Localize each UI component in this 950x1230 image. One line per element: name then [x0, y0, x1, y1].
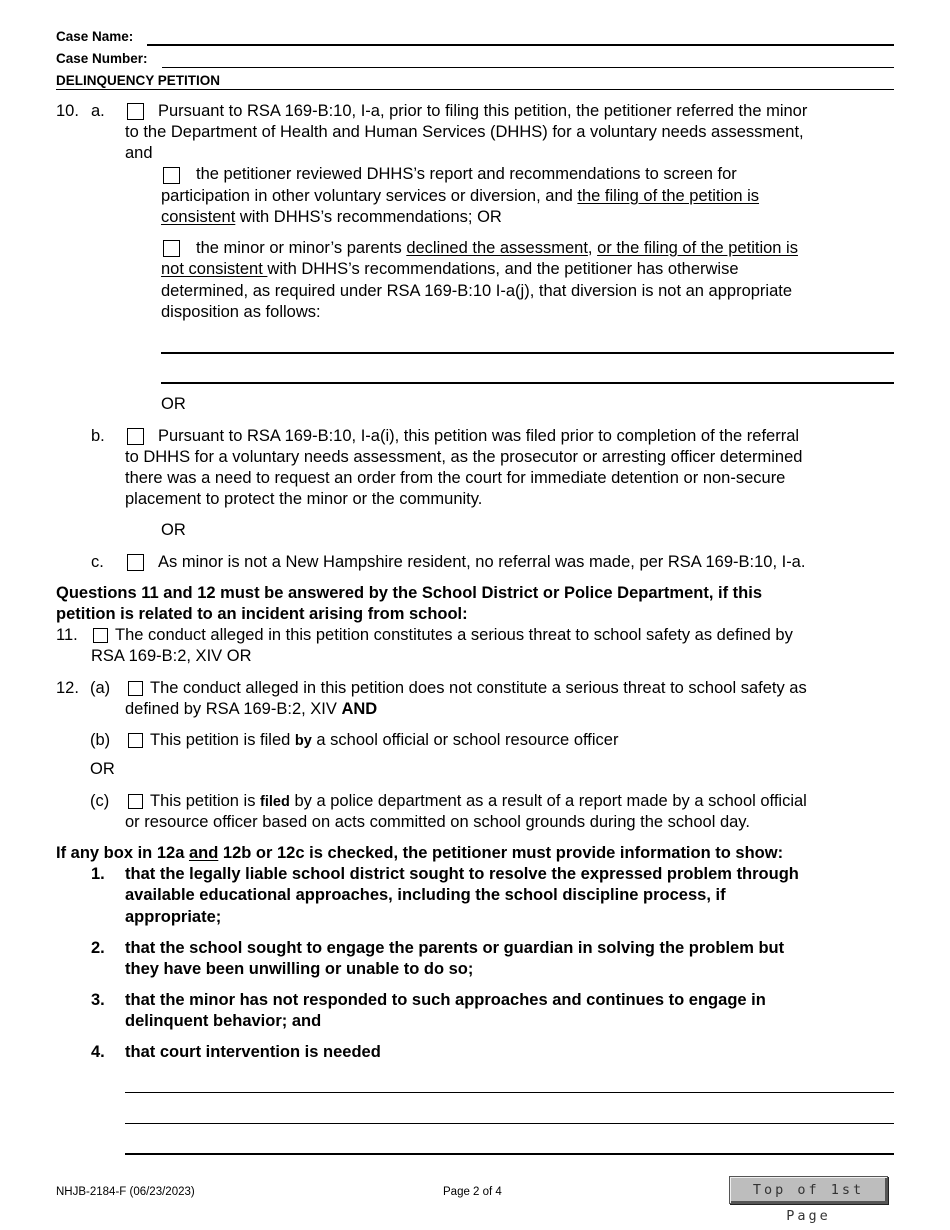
q10a-opt1-checkbox[interactable] [163, 167, 180, 184]
q10a-opt2-line2: not consistent with DHHS’s recommendations, and the petitioner has otherwise [161, 260, 739, 278]
q10b-line4: placement to protect the minor or the community. [125, 490, 483, 508]
q12-or: OR [90, 760, 115, 778]
q10a-text-2: to the Department of Health and Human Services (DHHS) for a voluntary needs assessment, [125, 123, 804, 141]
q12c-letter: (c) [90, 792, 110, 810]
form-title: DELINQUENCY PETITION [56, 73, 221, 88]
info-line-1[interactable] [125, 1092, 894, 1093]
q10-number: 10. [56, 102, 79, 120]
q10a-opt2-line1: the minor or minor’s parents declined the assessment, or the filing of the petition is [196, 239, 798, 257]
q10a-text-3: and [125, 144, 153, 162]
req-2-line1: that the school sought to engage the parents or guardian in solving the problem but [125, 939, 785, 957]
req-2-line2: they have been unwilling or unable to do so; [125, 960, 474, 978]
q10a-or: OR [161, 395, 186, 413]
q11-checkbox[interactable] [93, 628, 108, 643]
header-divider [56, 89, 894, 90]
q12a-checkbox[interactable] [128, 681, 143, 696]
q10b-line1: Pursuant to RSA 169-B:10, I-a(i), this petition was filed prior to completion of the referral [158, 427, 800, 445]
q10a-letter: a. [91, 102, 105, 120]
q10b-or: OR [161, 521, 186, 539]
req-3-line2: delinquent behavior; and [125, 1012, 322, 1030]
q10b-letter: b. [91, 427, 105, 445]
q12c-checkbox[interactable] [128, 794, 143, 809]
req-1-line1: that the legally liable school district sought to resolve the expressed problem through [125, 865, 799, 883]
q11-number: 11. [56, 626, 78, 644]
q12a-letter: (a) [90, 679, 111, 697]
case-number-label: Case Number: [56, 51, 148, 66]
page-number: Page 2 of 4 [443, 1186, 502, 1198]
school-heading-2: petition is related to an incident arising from school: [56, 605, 468, 623]
case-number-field[interactable] [162, 67, 894, 68]
q10c-letter: c. [91, 553, 104, 571]
case-name-label: Case Name: [56, 29, 134, 44]
q10b-line3: there was a need to request an order from the court for immediate detention or non-secure [125, 469, 786, 487]
q10a-opt1-line1: the petitioner reviewed DHHS’s report and recommendations to screen for [196, 165, 737, 183]
q10b-checkbox[interactable] [127, 428, 144, 445]
q10a-text-1: Pursuant to RSA 169-B:10, I-a, prior to filing this petition, the petitioner referred the minor [158, 102, 808, 120]
req-1-line3: appropriate; [125, 908, 222, 926]
q12c-line2: or resource officer based on acts committed on school grounds during the school day. [125, 813, 750, 831]
school-heading-1: Questions 11 and 12 must be answered by the School District or Police Department, if this [56, 584, 763, 602]
q10b-line2: to DHHS for a voluntary needs assessment, as the prosecutor or arresting officer determined [125, 448, 803, 466]
q11-line2: RSA 169-B:2, XIV OR [91, 647, 252, 665]
req-1-line2: available educational approaches, including the school discipline process, if [125, 886, 726, 904]
req-2-number: 2. [91, 939, 105, 957]
req-1-number: 1. [91, 865, 105, 883]
q10a-opt1-line2: participation in other voluntary services or diversion, and the filing of the petition is [161, 187, 760, 205]
q12a-line1: The conduct alleged in this petition does not constitute a serious threat to school safety as [150, 679, 807, 697]
q12-number: 12. [56, 679, 79, 697]
q12b-text: This petition is filed by a school official or school resource officer [150, 731, 619, 749]
req-4-line1: that court intervention is needed [125, 1043, 381, 1061]
q10a-opt1-line3: consistent with DHHS’s recommendations; OR [161, 208, 502, 226]
req-4-number: 4. [91, 1043, 105, 1061]
q12b-letter: (b) [90, 731, 111, 749]
top-of-first-page-button[interactable]: Top of 1st Page [729, 1176, 888, 1204]
req-3-number: 3. [91, 991, 105, 1009]
info-line-3[interactable] [125, 1153, 894, 1155]
form-id: NHJB-2184-F (06/23/2023) [56, 1186, 195, 1198]
q10c-text: As minor is not a New Hampshire resident, no referral was made, per RSA 169-B:10, I-a. [158, 553, 806, 571]
q10a-opt2-checkbox[interactable] [163, 240, 180, 257]
requirements-heading: If any box in 12a and 12b or 12c is checked, the petitioner must provide information to show: [56, 844, 784, 862]
q12b-checkbox[interactable] [128, 733, 143, 748]
case-name-field[interactable] [147, 44, 894, 46]
q10a-checkbox[interactable] [127, 103, 144, 120]
req-3-line1: that the minor has not responded to such approaches and continues to engage in [125, 991, 766, 1009]
info-line-2[interactable] [125, 1123, 894, 1124]
q10a-opt2-line3: determined, as required under RSA 169-B:10 I-a(j), that diversion is not an appropriate [161, 282, 793, 300]
q12c-line1: This petition is filed by a police department as a result of a report made by a school official [150, 792, 807, 810]
q10c-checkbox[interactable] [127, 554, 144, 571]
q12a-line2: defined by RSA 169-B:2, XIV AND [125, 700, 378, 718]
q10a-disposition-line-1[interactable] [161, 352, 894, 354]
q10a-opt2-line4: disposition as follows: [161, 303, 321, 321]
q10a-disposition-line-2[interactable] [161, 382, 894, 384]
q11-line1: The conduct alleged in this petition constitutes a serious threat to school safety as defined by [115, 626, 793, 644]
